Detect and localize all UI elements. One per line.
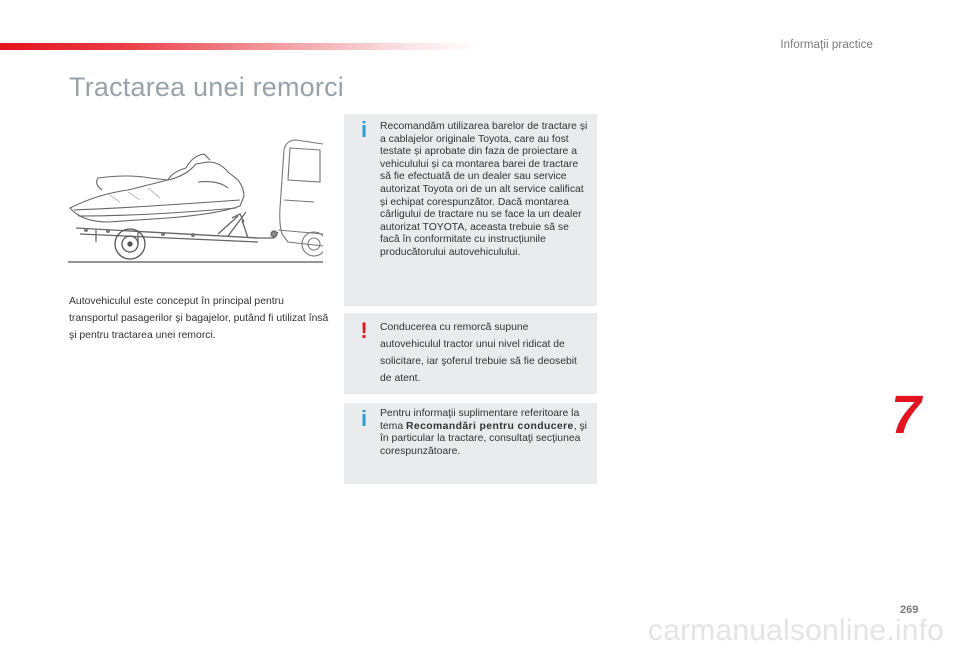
warning-box-text: Conducerea cu remorcă supune autovehiculul tractor unui nivel ridicat de solicitare, iar şoferul trebuie să fie deosebit de atent. (380, 322, 577, 384)
watermark: carmanualsonline.info (648, 614, 945, 647)
info-box-driving-recommendations (344, 403, 597, 484)
warning-icon: ! (360, 318, 368, 343)
page-number: 269 (900, 604, 919, 616)
chapter-number: 7 (891, 385, 922, 445)
info-icon: i (360, 117, 368, 142)
info-box-toyota-towbars (344, 114, 597, 306)
info-text-after: , şi în particular la tractare, consultaţi secţiunea corespunzătoare. (380, 420, 587, 457)
warning-box-driving (344, 313, 597, 394)
info-box-text (380, 408, 591, 458)
info-text-before: Pentru informaţii suplimentare referitoare la tema (380, 408, 580, 432)
section-header: Informaţii practice (780, 39, 873, 51)
trailer-towing-illustration (68, 138, 323, 264)
header-accent-stripe (0, 43, 480, 50)
driving-recommendations-link: Recomandări pentru conducere (406, 420, 574, 432)
intro-paragraph: Autovehiculul este conceput în principal pentru transportul pasagerilor şi bagajelor, putând fi utilizat însă şi pentru tractarea unei remorci. (69, 296, 329, 341)
info-icon: i (360, 406, 368, 431)
info-box-text: Recomandăm utilizarea barelor de tractare și a cablajelor originale Toyota, care au fost testate și aprobate din faza de proiectare a vehiculului și ca montarea barei de tractare să fie efectuată de un dealer sau service autorizat Toyota ori de un alt service calificat și echipat corespunzător. Dacă montarea cârligului de tractare nu se face la un dealer autorizat TOYOTA, aceasta trebuie să se facă în conformitate cu instrucțiunile producătorului autovehiculului. (380, 121, 588, 258)
page-title: Tractarea unei remorci (69, 72, 344, 102)
